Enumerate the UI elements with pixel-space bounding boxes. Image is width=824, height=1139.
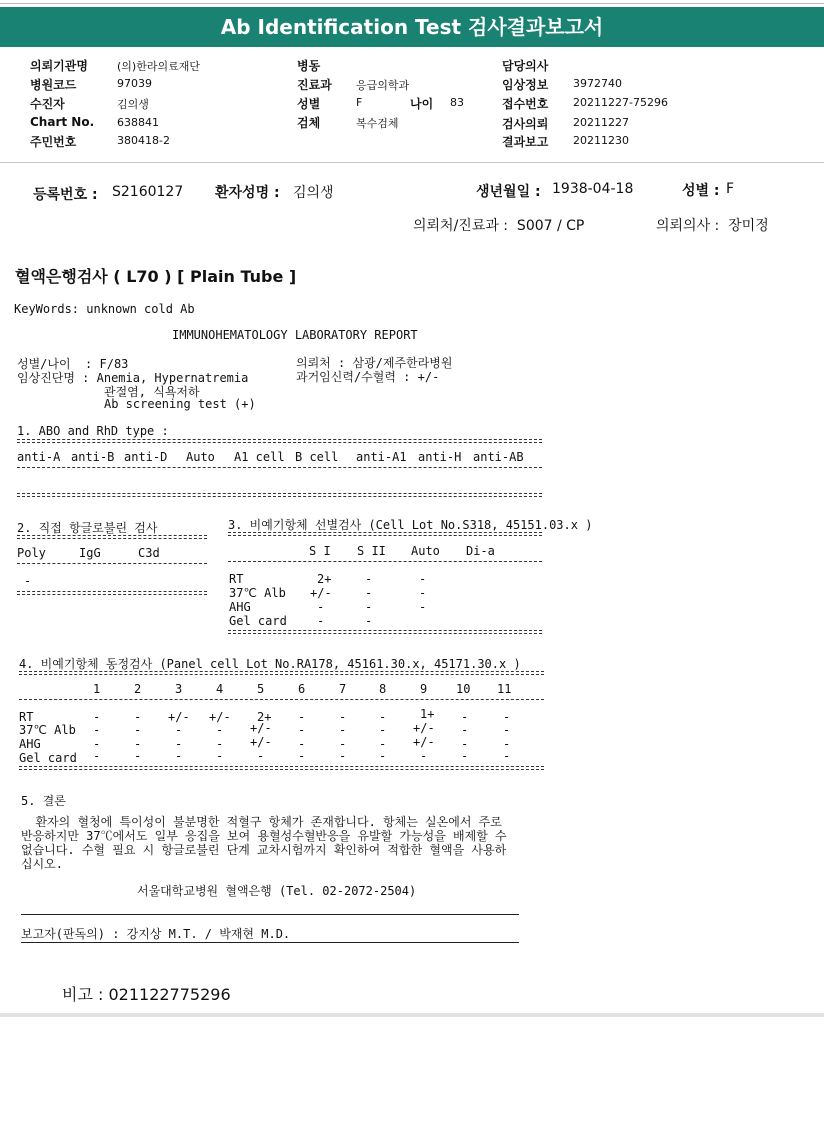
header-value: 380418-2 <box>117 134 170 147</box>
s4-col-header: 3 <box>175 682 183 696</box>
header-label: 임상정보 <box>502 78 549 92</box>
s4-col-header: 1 <box>93 682 101 696</box>
sex-age: 성별/나이 : F/83 <box>17 357 129 371</box>
s4-cell: - <box>379 723 387 737</box>
dob-label: 생년월일 : <box>476 184 541 200</box>
patient-name-value: 김의생 <box>293 185 334 201</box>
s4-cell: - <box>339 710 347 724</box>
s4-cell: - <box>134 723 142 737</box>
s4-cell: 2+ <box>257 710 272 724</box>
s4-cell: - <box>257 749 265 763</box>
header-value: 20211227-75296 <box>573 96 668 109</box>
institution: 서울대학교병원 혈액은행 (Tel. 02-2072-2504) <box>137 884 417 898</box>
header-value: F <box>356 96 363 109</box>
s3-cell: - <box>365 586 373 600</box>
remark: 비고 : 021122775296 <box>62 985 231 1004</box>
header-label: 의뢰기관명 <box>30 59 88 73</box>
s4-col-header: 6 <box>298 682 306 696</box>
s4-cell: - <box>175 737 183 751</box>
header-label: 접수번호 <box>502 97 549 111</box>
rule <box>17 467 542 468</box>
s4-col-header: 5 <box>257 682 265 696</box>
s4-col-header: 9 <box>420 682 428 696</box>
referral: 의뢰처 : 삼광/제주한라병원 <box>296 356 453 370</box>
s4-col-header: 4 <box>216 682 224 696</box>
s4-cell: - <box>379 710 387 724</box>
header-label: 검체 <box>297 116 321 130</box>
s4-cell: - <box>339 723 347 737</box>
s4-cell: 1+ <box>420 707 435 721</box>
s4-cell: - <box>175 723 183 737</box>
s1-col-header: anti-B <box>71 450 115 464</box>
s4-cell: - <box>461 710 469 724</box>
rule <box>228 630 542 634</box>
s4-cell: - <box>339 749 347 763</box>
s4-cell: +/- <box>209 710 231 724</box>
top-border <box>0 3 824 4</box>
s4-cell: - <box>503 749 511 763</box>
s3-cell: - <box>419 586 427 600</box>
header-value: 638841 <box>117 116 159 129</box>
s3-cell: - <box>365 600 373 614</box>
s4-cell: - <box>420 749 428 763</box>
header-label: 나이 <box>410 97 434 111</box>
s3-cell: 2+ <box>317 572 332 586</box>
s3-cell: - <box>419 572 427 586</box>
s3-col-header: S II <box>357 544 386 558</box>
reg-value: S2160127 <box>112 184 184 200</box>
s4-cell: - <box>379 737 387 751</box>
s3-cell: +/- <box>310 586 332 600</box>
conclusion-line: 십시오. <box>21 857 64 871</box>
header-label: 결과보고 <box>502 135 549 149</box>
s4-cell: - <box>93 723 101 737</box>
rule <box>17 535 207 539</box>
s4-cell: - <box>339 737 347 751</box>
rule <box>17 493 542 497</box>
s1-col-header: anti-AB <box>473 450 524 464</box>
s4-cell: - <box>503 737 511 751</box>
header-value: 3972740 <box>573 77 622 90</box>
s1-col-header: Auto <box>186 450 215 464</box>
s4-cell: - <box>134 749 142 763</box>
s3-cell: - <box>317 600 325 614</box>
header-label: Chart No. <box>30 115 95 129</box>
s4-row-label: AHG <box>19 737 41 751</box>
s4-col-header: 10 <box>456 682 471 696</box>
s2-value: - <box>24 574 32 588</box>
patient-name-label: 환자성명 : <box>215 185 280 201</box>
header-value: (의)한라의료재단 <box>117 60 200 73</box>
header-separator <box>0 162 824 163</box>
s3-cell: - <box>419 600 427 614</box>
rule <box>228 561 542 562</box>
bottom-border <box>0 1013 824 1017</box>
s4-cell: - <box>461 723 469 737</box>
s3-row-label: 37℃ Alb <box>229 586 286 600</box>
s4-cell: +/- <box>413 721 435 735</box>
rule <box>19 671 544 675</box>
s1-col-header: anti-H <box>418 450 462 464</box>
s4-cell: +/- <box>413 735 435 749</box>
reporter: 보고자(판독의) : 강지상 M.T. / 박재현 M.D. <box>21 927 291 941</box>
rule <box>17 591 207 595</box>
s4-col-header: 2 <box>134 682 142 696</box>
rule <box>19 699 544 700</box>
header-label: 병동 <box>297 59 321 73</box>
header-label: 성별 <box>297 97 321 111</box>
section-title: 혈액은행검사 ( L70 ) [ Plain Tube ] <box>15 267 297 286</box>
s2-col-header: IgG <box>79 546 101 560</box>
header-label: 병원코드 <box>30 78 77 92</box>
header-label: 주민번호 <box>30 135 77 149</box>
sex-label: 성별 : <box>682 183 720 199</box>
s1-col-header: B cell <box>295 450 339 464</box>
s4-cell: - <box>216 723 224 737</box>
s4-cell: - <box>93 737 101 751</box>
s2-title: 2. 직접 항글로불린 검사 <box>17 521 158 535</box>
s3-cell: - <box>317 614 325 628</box>
s4-cell: - <box>298 737 306 751</box>
s3-cell: - <box>365 572 373 586</box>
sex-value: F <box>726 181 735 197</box>
rule <box>19 766 544 770</box>
rule <box>17 563 207 564</box>
s4-cell: +/- <box>250 735 272 749</box>
s4-cell: - <box>93 710 101 724</box>
rule <box>21 942 519 943</box>
s1-col-header: anti-A1 <box>356 450 407 464</box>
s4-cell: - <box>503 723 511 737</box>
header-label: 진료과 <box>297 78 332 92</box>
s4-cell: - <box>461 749 469 763</box>
diagnosis: 관절염, 식욕저하 <box>104 385 200 399</box>
lab-report-title: IMMUNOHEMATOLOGY LABORATORY REPORT <box>172 328 418 342</box>
s4-col-header: 8 <box>379 682 387 696</box>
s4-cell: +/- <box>168 710 190 724</box>
diagnosis: Ab screening test (+) <box>104 397 256 411</box>
s4-cell: - <box>175 749 183 763</box>
doctor-info: 의뢰의사 : 장미정 <box>656 218 769 234</box>
s3-col-header: Di-a <box>466 544 495 558</box>
dept-info: 의뢰처/진료과 : S007 / CP <box>413 218 585 234</box>
s3-col-header: Auto <box>411 544 440 558</box>
rule <box>21 914 519 915</box>
s4-cell: - <box>134 737 142 751</box>
conclusion-line: 반응하지만 37℃에서도 일부 응집을 보여 용혈성수혈반응을 유발할 가능성을 배제할 수 <box>21 829 507 843</box>
s4-cell: - <box>503 710 511 724</box>
header-value: 응급의학과 <box>356 79 410 92</box>
dob-value: 1938-04-18 <box>552 181 634 197</box>
header-label: 검사의뢰 <box>502 117 549 131</box>
s3-col-header: S I <box>309 544 331 558</box>
s1-col-header: anti-A <box>17 450 61 464</box>
s4-row-label: 37℃ Alb <box>19 723 76 737</box>
s1-title: 1. ABO and RhD type : <box>17 424 169 438</box>
s4-cell: - <box>216 737 224 751</box>
s3-row-label: Gel card <box>229 614 287 628</box>
s3-row-label: RT <box>229 572 244 586</box>
s4-title: 4. 비예기항체 동정검사 (Panel cell Lot No.RA178, 45161.30.x, 45171.30.x ) <box>19 657 521 671</box>
s1-col-header: A1 cell <box>234 450 285 464</box>
conclusion-line: 환자의 혈청에 특이성이 불분명한 적혈구 항체가 존재합니다. 항체는 실온에서 주로 <box>21 815 502 829</box>
header-label: 수진자 <box>30 97 65 111</box>
s1-col-header: anti-D <box>124 450 168 464</box>
s5-title: 5. 결론 <box>21 794 66 808</box>
s3-cell: - <box>365 614 373 628</box>
s4-cell: - <box>298 723 306 737</box>
header-value: 김의생 <box>117 98 149 111</box>
s4-row-label: RT <box>19 710 34 724</box>
header-value: 20211227 <box>573 116 629 129</box>
s3-row-label: AHG <box>229 600 251 614</box>
keywords: KeyWords: unknown cold Ab <box>14 302 195 316</box>
s4-cell: - <box>216 749 224 763</box>
header-value: 20211230 <box>573 134 629 147</box>
rule <box>17 439 542 443</box>
transfusion-history: 과거임신력/수혈력 : +/- <box>296 370 440 384</box>
header-value: 97039 <box>117 77 152 90</box>
rule <box>228 532 542 536</box>
diagnosis: 임상진단명 : Anemia, Hypernatremia <box>17 371 249 385</box>
s4-cell: - <box>298 710 306 724</box>
s4-cell: - <box>461 737 469 751</box>
header-value: 복수검체 <box>356 117 399 130</box>
s4-cell: - <box>379 749 387 763</box>
s4-cell: - <box>298 749 306 763</box>
s4-cell: - <box>93 749 101 763</box>
s4-col-header: 7 <box>339 682 347 696</box>
header-value: 83 <box>450 96 464 109</box>
s4-row-label: Gel card <box>19 751 77 765</box>
s4-cell: - <box>134 710 142 724</box>
s2-col-header: C3d <box>138 546 160 560</box>
header-label: 담당의사 <box>502 59 549 73</box>
report-title: Ab Identification Test 검사결과보고서 <box>220 15 604 39</box>
s4-cell: +/- <box>250 721 272 735</box>
conclusion-line: 없습니다. 수혈 필요 시 항글로불린 단계 교차시험까지 확인하여 적합한 혈액을 사용하 <box>21 843 507 857</box>
s2-col-header: Poly <box>17 546 46 560</box>
s4-col-header: 11 <box>497 682 512 696</box>
s3-title: 3. 비예기항체 선별검사 (Cell Lot No.S318, 45151.03.x ) <box>228 518 593 532</box>
reg-label: 등록번호 : <box>33 187 98 203</box>
